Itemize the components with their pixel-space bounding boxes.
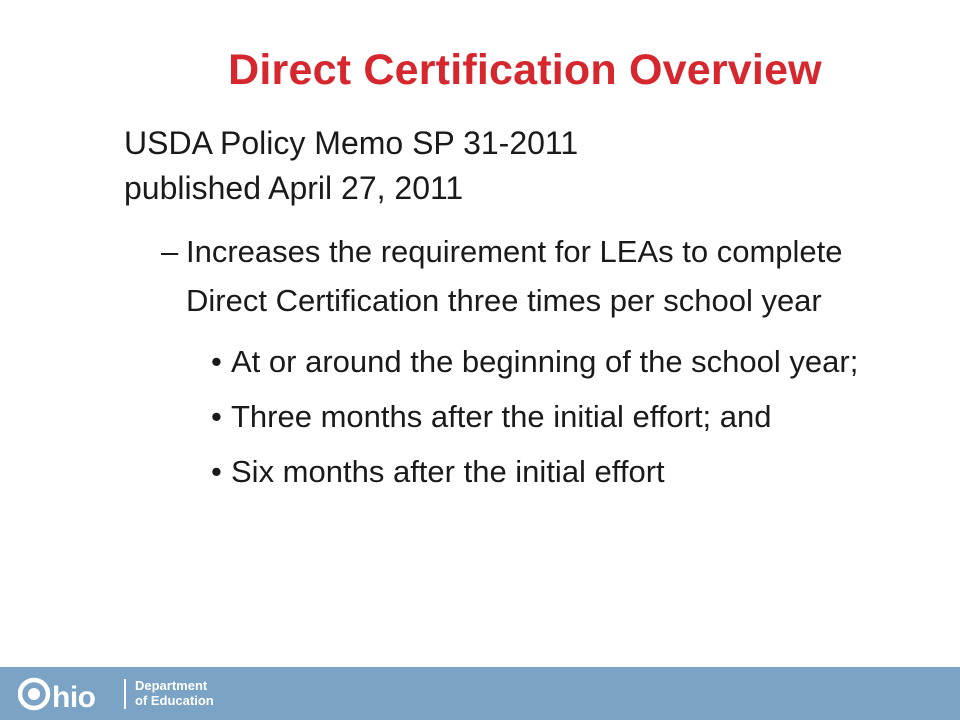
- bullet-item: [211, 341, 884, 383]
- bullet-item: [211, 396, 884, 438]
- sub-point-text: Increases the requirement for LEAs to complete Direct Certification three times per school year: [186, 234, 843, 318]
- department-line-1: Department: [135, 678, 208, 693]
- department-line-2: of Education: [135, 693, 214, 708]
- bullet-marker: •: [211, 454, 222, 489]
- intro-line-2: published April 27, 2011: [124, 170, 464, 206]
- department-label: [135, 678, 214, 708]
- footer-bar: [0, 667, 960, 720]
- logo-divider: [124, 679, 126, 709]
- bullet-text: Six months after the initial effort: [231, 454, 665, 489]
- bullet-marker: •: [211, 399, 222, 434]
- slide-title: Direct Certification Overview: [228, 46, 822, 94]
- dash-marker: –: [161, 234, 179, 269]
- bullet-text: At or around the beginning of the school year;: [231, 344, 859, 379]
- bullet-text: Three months after the initial effort; and: [231, 399, 772, 434]
- sub-point: [161, 227, 884, 325]
- intro-line-1: USDA Policy Memo SP 31-2011: [124, 125, 579, 161]
- ohio-logo-graphic: [18, 676, 116, 712]
- ohio-logo-text: hio: [52, 681, 96, 712]
- slide-body: [124, 121, 884, 493]
- bullet-item: [211, 451, 884, 493]
- bullet-marker: •: [211, 344, 222, 379]
- ohio-logo: [18, 676, 116, 712]
